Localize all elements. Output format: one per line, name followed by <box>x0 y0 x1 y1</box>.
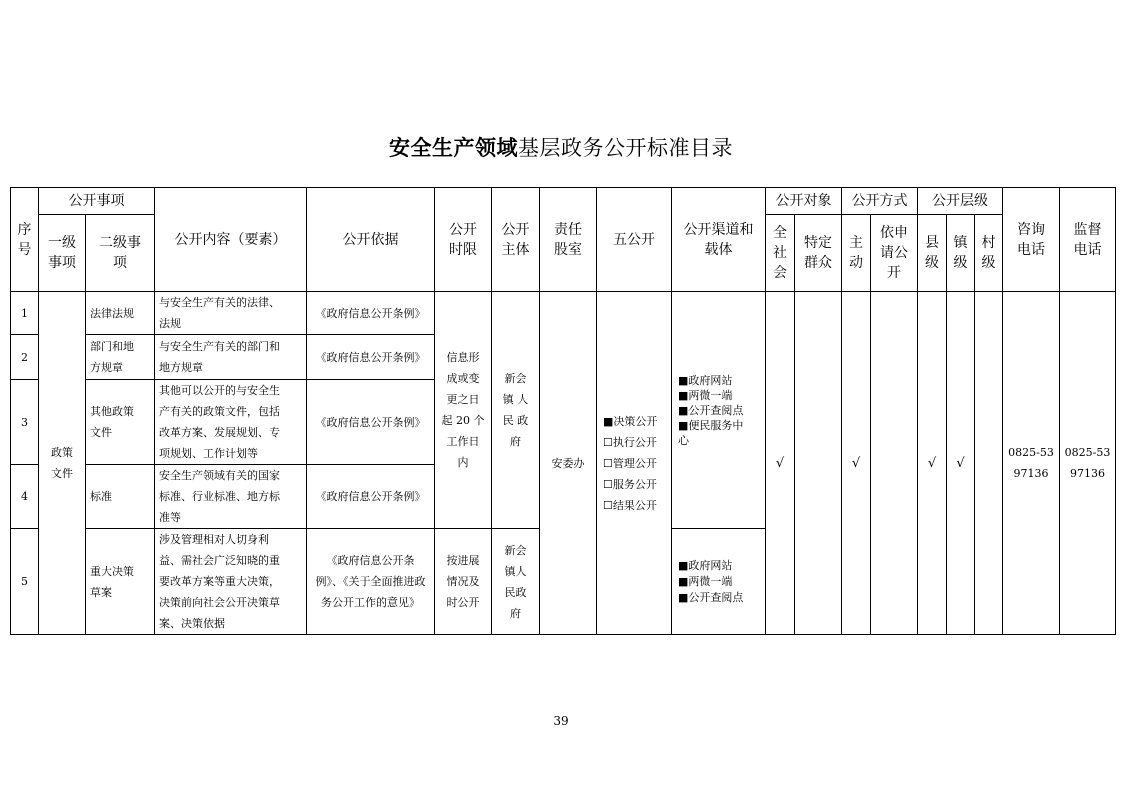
page-title: 安全生产领域基层政务公开标准目录 <box>389 136 733 160</box>
level2-cell: 法律法规 <box>86 292 155 335</box>
header-level-village: 村 级 <box>975 215 1003 292</box>
basis-cell: 《政府信息公开条例》 <box>307 465 435 529</box>
header-basis: 公开依据 <box>307 188 435 292</box>
header-consult-phone: 咨询 电话 <box>1003 188 1060 292</box>
basis-cell: 《政府信息公开条例》 <box>307 335 435 380</box>
header-time-limit: 公开 时限 <box>435 188 492 292</box>
header-channel: 公开渠道和 载体 <box>672 188 766 292</box>
level-town-check: √ <box>947 292 975 635</box>
channel-cell: ■政府网站 ■两微一端 ■公开查阅点 ■便民服务中 心 <box>672 292 766 529</box>
content-cell: 与安全生产有关的部门和 地方规章 <box>155 335 307 380</box>
header-method-active: 主 动 <box>842 215 871 292</box>
header-level-town: 镇 级 <box>947 215 975 292</box>
basis-cell: 《政府信息公开条例》 <box>307 292 435 335</box>
content-cell: 涉及管理相对人切身利 益、需社会广泛知晓的重 要改革方案等重大决策， 决策前向社会公开决策草 案、决策依据 <box>155 529 307 635</box>
header-subject: 公开 主体 <box>492 188 540 292</box>
subject-cell: 新会 镇 人 民 政 府 <box>492 292 540 529</box>
row-number: 1 <box>11 292 39 335</box>
supervise-phone-cell: 0825-53 97136 <box>1060 292 1116 635</box>
header-method-apply: 依申 请公 开 <box>871 215 918 292</box>
target-specific-check <box>795 292 842 635</box>
header-dept: 责任 股室 <box>540 188 597 292</box>
header-target-group: 公开对象 <box>766 188 842 215</box>
header-target-all: 全 社 会 <box>766 215 795 292</box>
row-number: 4 <box>11 465 39 529</box>
header-level-group: 公开层级 <box>918 188 1003 215</box>
header-target-specific: 特定 群众 <box>795 215 842 292</box>
channel-cell: ■政府网站 ■两微一端 ■公开查阅点 <box>672 529 766 635</box>
content-cell: 安全生产领域有关的国家 标准、行业标准、地方标 准等 <box>155 465 307 529</box>
time-limit-cell: 信息形 成或变 更之日 起 20 个 工作日 内 <box>435 292 492 529</box>
header-matter-group: 公开事项 <box>39 188 155 215</box>
method-active-check: √ <box>842 292 871 635</box>
consult-phone-cell: 0825-53 97136 <box>1003 292 1060 635</box>
level2-cell: 其他政策 文件 <box>86 380 155 465</box>
table-row <box>11 292 1116 335</box>
header-level2: 二级事 项 <box>86 215 155 292</box>
target-all-check: √ <box>766 292 795 635</box>
page-number: 39 <box>553 714 569 728</box>
basis-cell: 《政府信息公开条 例》、《关于全面推进政 务公开工作的意见》 <box>307 529 435 635</box>
content-cell: 与安全生产有关的法律、 法规 <box>155 292 307 335</box>
five-disclosure-cell: ■决策公开 ☐执行公开 ☐管理公开 ☐服务公开 ☐结果公开 <box>597 292 672 635</box>
header-method-group: 公开方式 <box>842 188 918 215</box>
method-apply-check <box>871 292 918 635</box>
level-village-check <box>975 292 1003 635</box>
level2-cell: 标准 <box>86 465 155 529</box>
header-level-county: 县 级 <box>918 215 947 292</box>
content-cell: 其他可以公开的与安全生 产有关的政策文件，包括 改革方案、发展规划、专 项规划、工作计划等 <box>155 380 307 465</box>
time-limit-cell: 按进展 情况及 时公开 <box>435 529 492 635</box>
row-number: 5 <box>11 529 39 635</box>
dept-cell: 安委办 <box>540 292 597 635</box>
header-five: 五公开 <box>597 188 672 292</box>
row-number: 2 <box>11 335 39 380</box>
subject-cell: 新会 镇人 民政 府 <box>492 529 540 635</box>
level1-cell: 政策 文件 <box>39 292 86 635</box>
disclosure-catalog-table <box>10 187 1116 635</box>
header-seq: 序 号 <box>11 188 39 292</box>
basis-cell: 《政府信息公开条例》 <box>307 380 435 465</box>
level-county-check: √ <box>918 292 947 635</box>
level2-cell: 重大决策 草案 <box>86 529 155 635</box>
row-number: 3 <box>11 380 39 465</box>
header-level1: 一级 事项 <box>39 215 86 292</box>
header-content: 公开内容（要素） <box>155 188 307 292</box>
level2-cell: 部门和地 方规章 <box>86 335 155 380</box>
header-supervise-phone: 监督 电话 <box>1060 188 1116 292</box>
